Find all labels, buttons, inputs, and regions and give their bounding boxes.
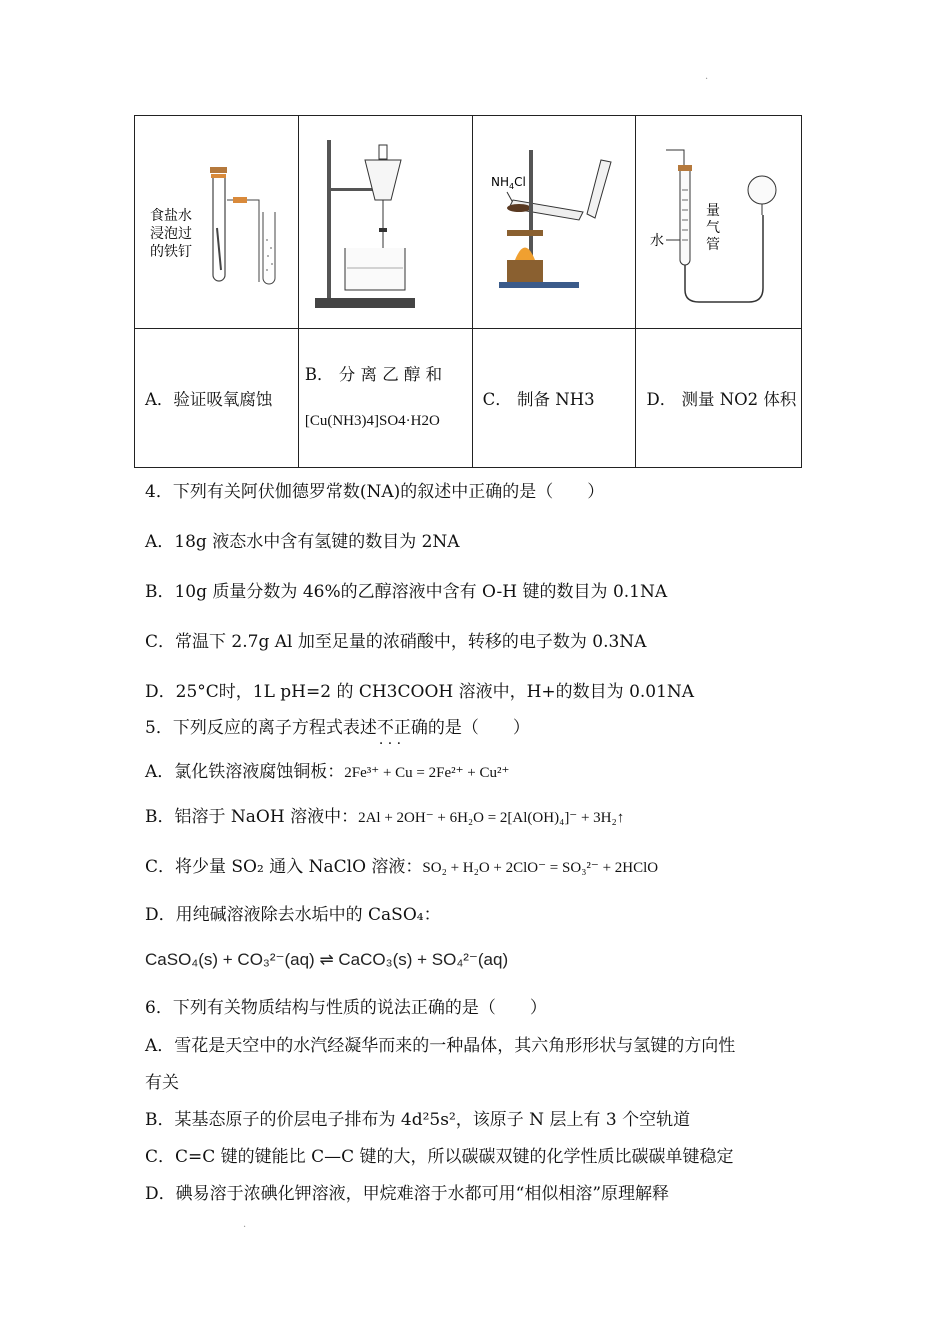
q5-b-equation: 2Al + 2OH⁻ + 6H₂O = 2[Al(OH)₄]⁻ + 3H₂↑ bbox=[358, 810, 625, 826]
image-cell-b bbox=[298, 116, 472, 329]
q5-option-c bbox=[145, 855, 658, 880]
option-c-label: C． 制备 NH3 bbox=[482, 390, 595, 409]
q5-stem-post: 的是（ ） bbox=[427, 718, 530, 738]
nail-label-line2: 浸泡过 bbox=[150, 225, 193, 242]
q5-stem-emphasis: 不正确 · · · bbox=[377, 718, 428, 738]
q4-option-d: D．25°C时，1L pH=2 的 CH3COOH 溶液中，H+的数目为 0.01NA bbox=[145, 682, 695, 702]
nh3-apparatus-icon bbox=[479, 120, 629, 320]
separatory-funnel-icon bbox=[305, 120, 465, 320]
image-cell-c bbox=[472, 116, 636, 329]
experiment-table bbox=[134, 115, 802, 468]
option-b-label-1: B． 分 离 乙 醇 和 bbox=[304, 365, 443, 384]
tube-label-3: 管 bbox=[705, 236, 720, 253]
q5-stem-pre: 5．下列反应的离子方程式表述 bbox=[145, 718, 377, 738]
q6-option-a-line2: 有关 bbox=[145, 1073, 179, 1093]
image-cell-a bbox=[135, 116, 299, 329]
gas-measure-icon bbox=[644, 120, 794, 320]
option-b-cell bbox=[298, 329, 472, 468]
q4-option-c: C．常温下 2.7g Al 加至足量的浓硝酸中，转移的电子数为 0.3NA bbox=[145, 632, 647, 652]
option-a-cell bbox=[135, 329, 299, 468]
nail-label-line1: 食盐水 bbox=[150, 207, 193, 224]
water-label: 水 bbox=[649, 232, 664, 249]
q5-a-text: A．氯化铁溶液腐蚀铜板： bbox=[145, 762, 345, 782]
q4-option-a: A．18g 液态水中含有氢键的数目为 2NA bbox=[145, 532, 460, 552]
q5-d-equation: CaSO₄(s) + CO₃²⁻(aq) ⇌ CaCO₃(s) + SO₄²⁻(aq) bbox=[145, 950, 509, 969]
q6-option-c: C．C=C 键的键能比 C—C 键的大，所以碳碳双键的化学性质比碳碳单键稳定 bbox=[145, 1147, 734, 1167]
nail-label-line3: 的铁钉 bbox=[150, 243, 193, 260]
option-c-cell bbox=[472, 329, 636, 468]
tube-label-1: 量 bbox=[705, 202, 720, 219]
q6-option-a-line1: A．雪花是天空中的水汽经凝华而来的一种晶体，其六角形形状与氢键的方向性 bbox=[145, 1036, 736, 1056]
q5-option-b bbox=[145, 805, 624, 830]
q5-c-text: C．将少量 SO₂ 通入 NaClO 溶液： bbox=[145, 857, 423, 877]
q5-option-d: D．用纯碱溶液除去水垢中的 CaSO₄： bbox=[145, 905, 441, 925]
option-d-cell bbox=[636, 329, 802, 468]
option-a-label: A．验证吸氧腐蚀 bbox=[145, 390, 273, 409]
q4-stem: 4．下列有关阿伏伽德罗常数(NA)的叙述中正确的是（ ） bbox=[145, 482, 605, 502]
nh4cl-label: $NH_4Cl$ bbox=[491, 174, 526, 191]
q5-c-equation: SO₂ + H₂O + 2ClO⁻ = SO₃²⁻ + 2HClO bbox=[422, 860, 659, 876]
iron-nail-apparatus-icon bbox=[141, 120, 291, 320]
q5-stem bbox=[145, 716, 530, 740]
option-b-label-2: [Cu(NH3)4]SO4·H2O bbox=[304, 413, 440, 429]
option-d-label: D． 测量 NO2 体积 bbox=[646, 390, 797, 409]
q5-option-a bbox=[145, 760, 509, 785]
q5-a-equation: 2Fe³⁺ + Cu = 2Fe²⁺ + Cu²⁺ bbox=[344, 765, 510, 781]
tube-label-2: 气 bbox=[705, 219, 720, 236]
image-cell-d bbox=[636, 116, 802, 329]
q6-stem: 6．下列有关物质结构与性质的说法正确的是（ ） bbox=[145, 998, 547, 1018]
q5-b-text: B．铝溶于 NaOH 溶液中： bbox=[145, 807, 359, 827]
q4-option-b: B．10g 质量分数为 46%的乙醇溶液中含有 O-H 键的数目为 0.1NA bbox=[145, 582, 668, 602]
q6-option-b: B．某基态原子的价层电子排布为 4d²5s²，该原子 N 层上有 3 个空轨道 bbox=[145, 1110, 691, 1130]
q6-option-d: D．碘易溶于浓碘化钾溶液，甲烷难溶于水都可用“相似相溶”原理解释 bbox=[145, 1184, 670, 1204]
